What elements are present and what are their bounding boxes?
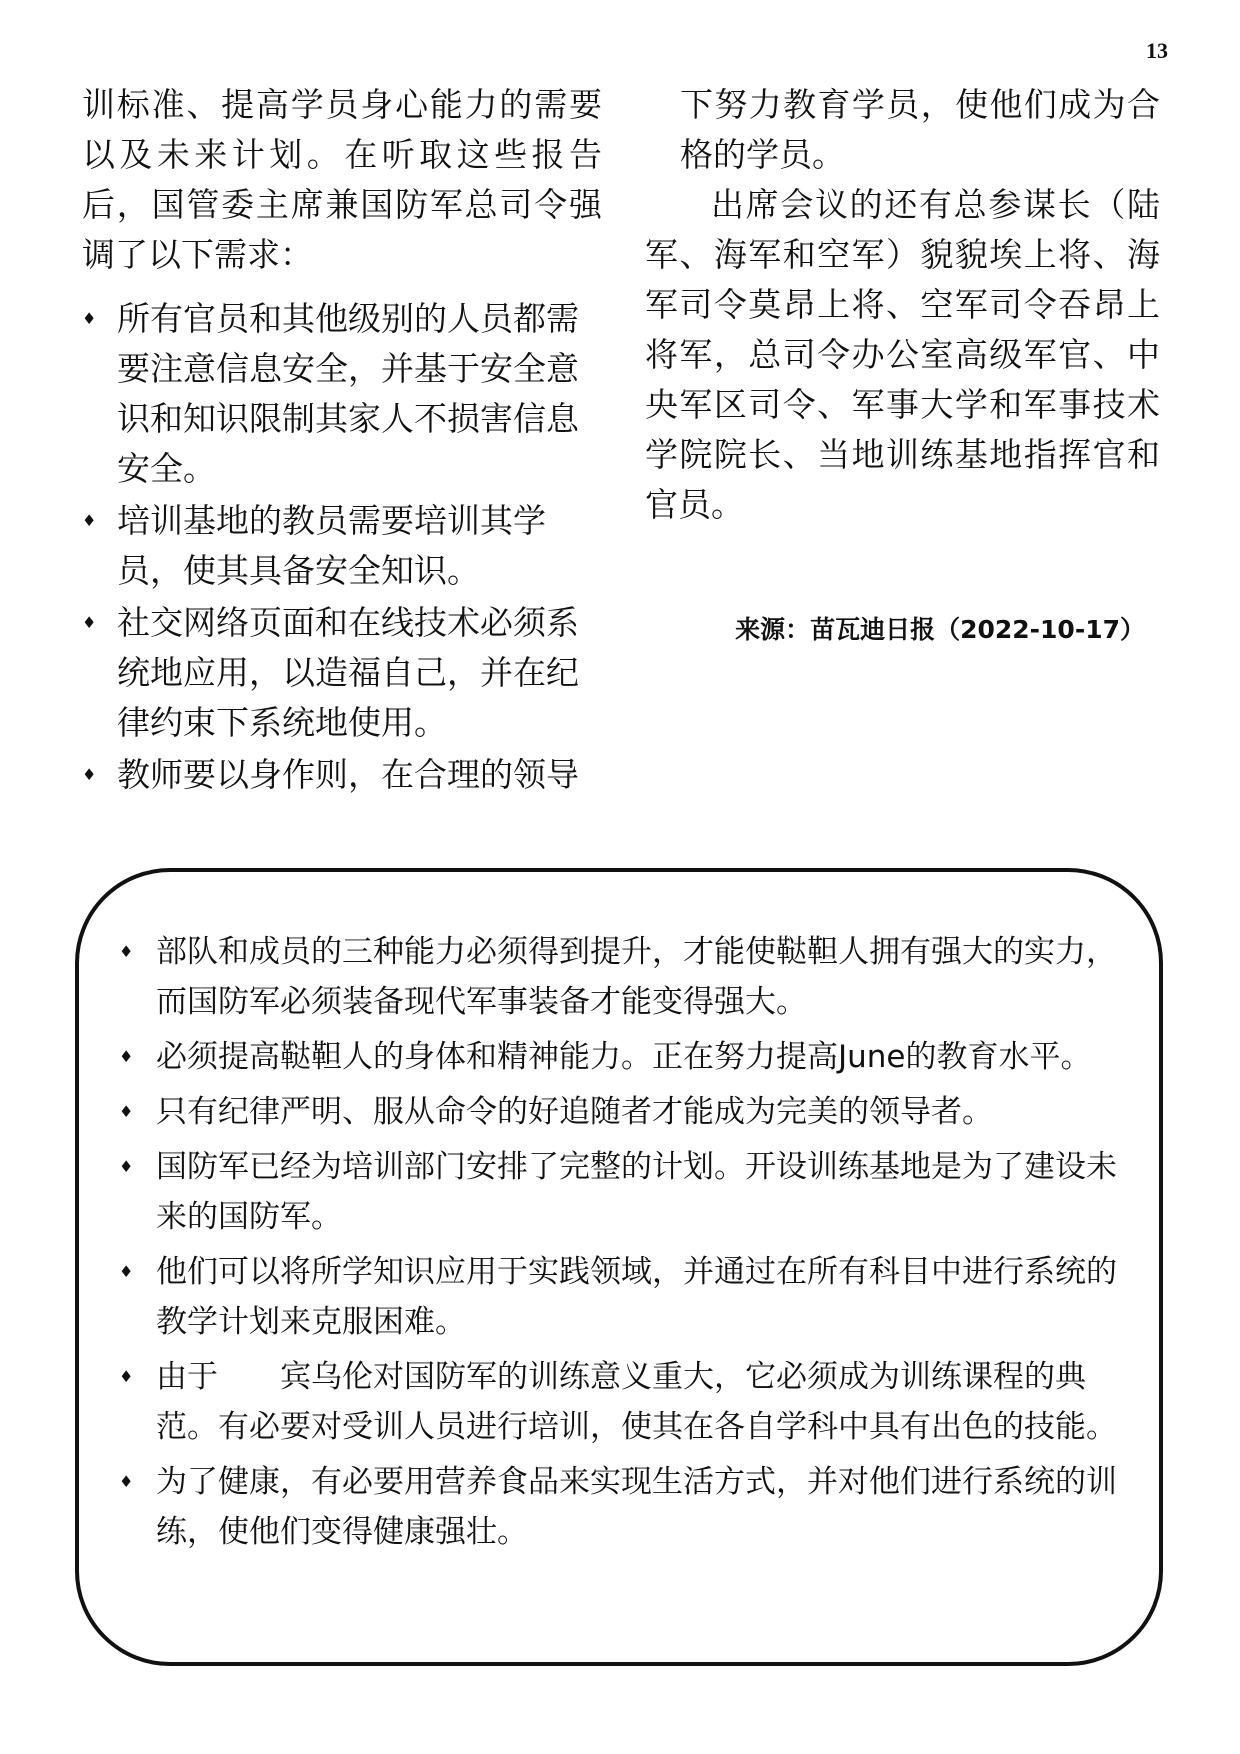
left-bullet-list <box>82 294 602 800</box>
right-column <box>645 80 1160 650</box>
list-item <box>119 1352 1119 1452</box>
diamond-bullet-icon: ♦ <box>119 1157 134 1176</box>
list-item-text: 培训基地的教员需要培训其学员，使其具备安全知识。 <box>117 501 546 590</box>
diamond-bullet-icon: ♦ <box>82 613 97 632</box>
diamond-bullet-icon: ♦ <box>82 765 97 784</box>
diamond-bullet-icon: ♦ <box>119 1472 134 1491</box>
list-item <box>119 1032 1119 1082</box>
list-item <box>119 1247 1119 1347</box>
continuation-paragraph: 下努力教育学员，使他们成为合格的学员。 <box>680 85 1160 174</box>
diamond-bullet-icon: ♦ <box>119 1262 134 1281</box>
diamond-bullet-icon: ♦ <box>82 309 97 328</box>
list-item <box>119 1087 1119 1137</box>
list-item <box>82 496 602 596</box>
diamond-bullet-icon: ♦ <box>119 1367 134 1386</box>
list-item <box>119 1142 1119 1242</box>
attendees-paragraph: 出席会议的还有总参谋长（陆军、海军和空军）貌貌埃上将、海军司令莫昂上将、空军司令吞昂上将军，总司令办公室高级军官、中央军区司令、军事大学和军事技术学院院长、当地训练基地指挥官和官员。 <box>645 185 1160 524</box>
left-column <box>82 80 602 802</box>
list-item <box>82 750 602 800</box>
list-item-text: 只有纪律严明、服从命令的好追随者才能成为完美的领导者。 <box>156 1094 993 1130</box>
list-item-text: 必须提高鞑靼人的身体和精神能力。正在努力提高June的教育水平。 <box>156 1039 1092 1075</box>
summary-box <box>75 868 1163 1666</box>
diamond-bullet-icon: ♦ <box>82 511 97 530</box>
diamond-bullet-icon: ♦ <box>119 1047 134 1066</box>
intro-paragraph: 训标准、提高学员身心能力的需要以及未来计划。在听取这些报告后，国管委主席兼国防军总司令强调了以下需求： <box>82 85 602 274</box>
summary-list <box>119 927 1119 1562</box>
list-item-text: 教师要以身作则，在合理的领导 <box>117 755 579 794</box>
list-item-text: 所有官员和其他级别的人员都需要注意信息安全，并基于安全意识和知识限制其家人不损害信息安全。 <box>117 299 579 488</box>
list-item <box>82 598 602 748</box>
list-item <box>119 927 1119 1027</box>
list-item-text: 为了健康，有必要用营养食品来实现生活方式，并对他们进行系统的训练，使他们变得健康强壮。 <box>156 1464 1117 1550</box>
diamond-bullet-icon: ♦ <box>119 1102 134 1121</box>
list-item <box>82 294 602 494</box>
diamond-bullet-icon: ♦ <box>119 942 134 961</box>
list-item-text: 由于 宾乌伦对国防军的训练意义重大，它必须成为训练课程的典范。有必要对受训人员进行培训，使其在各自学科中具有出色的技能。 <box>156 1359 1117 1445</box>
list-item-text: 他们可以将所学知识应用于实践领域，并通过在所有科目中进行系统的教学计划来克服困难。 <box>156 1254 1117 1340</box>
page-number: 13 <box>1146 38 1168 63</box>
list-item-text: 部队和成员的三种能力必须得到提升，才能使鞑靼人拥有强大的实力，而国防军必须装备现代军事装备才能变得强大。 <box>156 934 1117 1020</box>
list-item-text: 国防军已经为培训部门安排了完整的计划。开设训练基地是为了建设未来的国防军。 <box>156 1149 1117 1235</box>
list-item <box>119 1457 1119 1557</box>
source-citation: 来源：苗瓦迪日报（2022-10-17） <box>735 615 1145 644</box>
list-item-text: 社交网络页面和在线技术必须系统地应用，以造福自己，并在纪律约束下系统地使用。 <box>117 603 579 742</box>
